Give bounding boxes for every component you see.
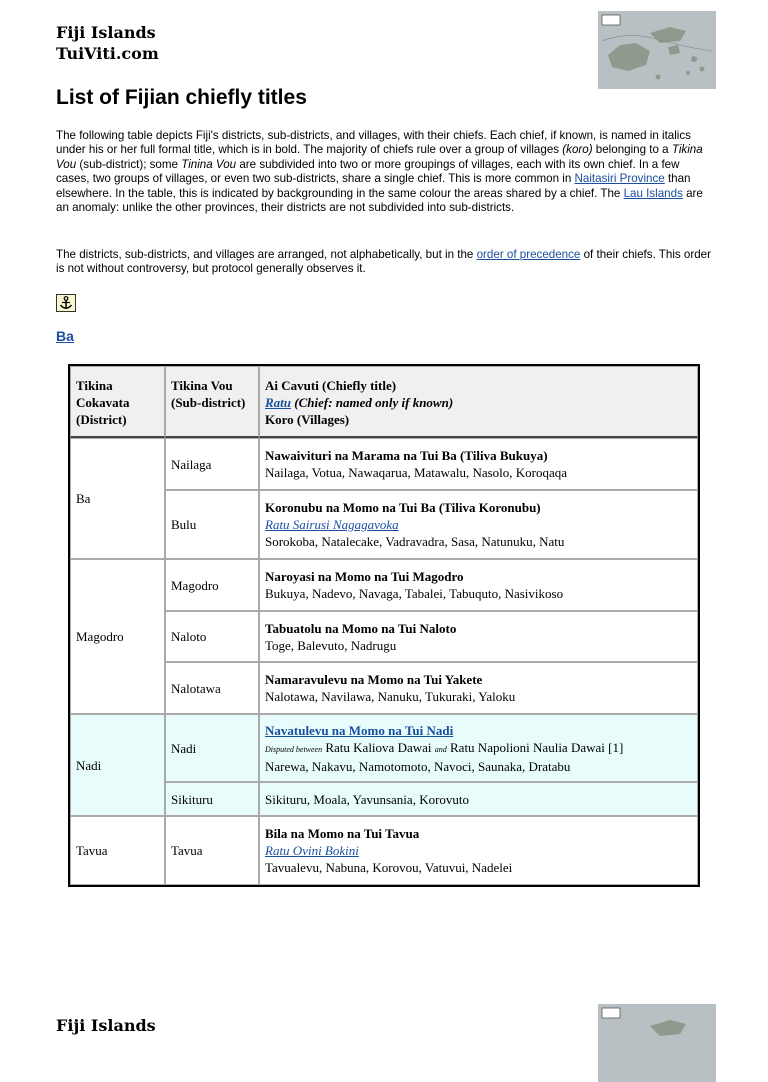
footer-site-title: Fiji Islands (56, 1016, 156, 1035)
district-cell: Tavua (70, 816, 165, 885)
page-title: List of Fijian chiefly titles (56, 86, 307, 109)
table-row (70, 490, 698, 559)
site-title-line2: TuiViti.com (56, 44, 159, 63)
title-cell: Sikituru, Moala, Yavunsania, Korovuto (259, 782, 698, 816)
naitasiri-province-link[interactable]: Naitasiri Province (574, 172, 665, 186)
title-cell: Tabuatolu na Momo na Tui Naloto Toge, Balevuto, Nadrugu (259, 611, 698, 662)
subdistrict-cell: Magodro (165, 559, 259, 611)
table-row (70, 782, 698, 816)
title-cell: Navatulevu na Momo na Tui Nadi Disputed between Ratu Kaliova Dawai and Ratu Napolioni Naulia Dawai [1] Narewa, Nakavu, Namotomoto, Navoci, Saunaka, Dratabu (259, 714, 698, 782)
table-row (70, 662, 698, 714)
title-cell: Bila na Momo na Tui Tavua Ratu Ovini Bokini Tavualevu, Nabuna, Korovou, Vatuvui, Nadelei (259, 816, 698, 885)
ratu-link[interactable]: Ratu (265, 395, 292, 410)
chiefly-titles-table (68, 364, 700, 887)
subdistrict-cell: Nalotawa (165, 662, 259, 714)
title-cell: Naroyasi na Momo na Tui Magodro Bukuya, Nadevo, Navaga, Tabalei, Tabuquto, Nasivikoso (259, 559, 698, 611)
table-header-row (70, 366, 698, 438)
subdistrict-cell: Bulu (165, 490, 259, 559)
title-cell: Koronubu na Momo na Tui Ba (Tiliva Koronubu) Ratu Sairusi Nagagavoka Sorokoba, Natalecake, Vadravadra, Sasa, Natunuku, Natu (259, 490, 698, 559)
nadi-title-link[interactable]: Navatulevu na Momo na Tui Nadi (265, 722, 454, 738)
intro-paragraph: The following table depicts Fiji's districts, sub-districts, and villages, with their chiefs. Each chief, if known, is named in italics under his or her full formal title, which is in bold. The majority of chiefs rule over a group of villages (koro) belonging to a Tikina Vou (sub-district); some Tinina Vou are subdivided into two or more groupings of villages, each with its own chief. In a few cases, two groups of villages, or even two sub-districts, share a single chief. This is more common in Naitasiri Province than elsewhere. In the table, this is indicated by backgrounding in the same colour the areas shared by a chief. The Lau Islands are an anomaly: unlike the other provinces, their districts are not subdivided into sub-districts. (56, 129, 703, 215)
table-row (70, 438, 698, 490)
subdistrict-cell: Tavua (165, 816, 259, 885)
chief-link[interactable]: Ratu Ovini Bokini (265, 843, 359, 858)
district-cell: Nadi (70, 714, 165, 816)
lau-islands-link[interactable]: Lau Islands (623, 186, 683, 200)
subdistrict-cell: Nadi (165, 714, 259, 782)
section-link-ba[interactable]: Ba (56, 328, 74, 344)
table-row (70, 714, 698, 782)
header-district: Tikina Cokavata (District) (70, 366, 165, 438)
site-title (56, 22, 159, 64)
table-row (70, 559, 698, 611)
title-cell: Nawaivituri na Marama na Tui Ba (Tiliva Bukuya) Nailaga, Votua, Nawaqarua, Matawalu, Nasolo, Koroqaqa (259, 438, 698, 490)
header-chiefly-title: Ai Cavuti (Chiefly title) Ratu (Chief: named only if known) Koro (Villages) (259, 366, 698, 438)
district-cell: Magodro (70, 559, 165, 714)
table-row (70, 611, 698, 662)
title-cell: Namaravulevu na Momo na Tui Yakete Nalotawa, Navilawa, Nanuku, Tukuraki, Yaloku (259, 662, 698, 714)
subdistrict-cell: Nailaga (165, 438, 259, 490)
header-subdistrict: Tikina Vou (Sub-district) (165, 366, 259, 438)
anchor-icon[interactable] (56, 294, 76, 312)
subdistrict-cell: Naloto (165, 611, 259, 662)
district-cell: Ba (70, 438, 165, 559)
order-paragraph: The districts, sub-districts, and villages are arranged, not alphabetically, but in the order of precedence of their chiefs. This order is not without controversy, but protocol generally observes it. (56, 248, 711, 276)
subdistrict-cell: Sikituru (165, 782, 259, 816)
fiji-map-thumbnail (598, 11, 716, 89)
chief-link[interactable]: Ratu Sairusi Nagagavoka (265, 517, 399, 532)
fiji-map-thumbnail (598, 1004, 716, 1082)
site-title-line1: Fiji Islands (56, 23, 156, 42)
order-of-precedence-link[interactable]: order of precedence (476, 248, 581, 261)
table-row (70, 816, 698, 885)
